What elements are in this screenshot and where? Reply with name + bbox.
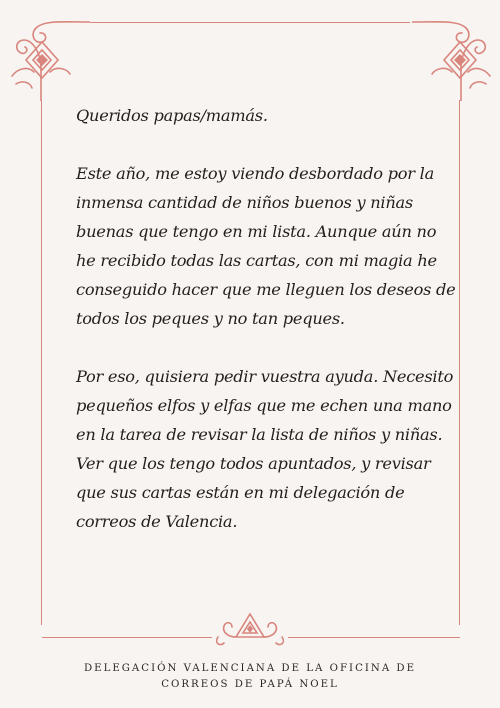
letter-line: buenas que tengo en mi lista. Aunque aún no: [76, 222, 437, 241]
footer-line-2: CORREOS DE PAPÁ NOEL: [161, 679, 339, 690]
frame-bottom-line-left: [42, 637, 212, 638]
letter-line: Por eso, quisiera pedir vuestra ayuda. Necesito: [76, 367, 454, 386]
corner-ornament-icon: [412, 6, 498, 101]
letter-line: pequeños elfos y elfas que me echen una mano: [76, 396, 452, 415]
letter-line: que sus cartas están en mi delegación de: [76, 483, 405, 502]
letter-line: he recibido todas las cartas, con mi magia he: [76, 251, 437, 270]
frame-top-line: [90, 22, 410, 23]
frame-bottom-line-right: [288, 637, 460, 638]
letter-line: inmensa cantidad de niños buenos y niñas: [76, 193, 413, 212]
letter-line: en la tarea de revisar la lista de niños y niñas.: [76, 425, 443, 444]
corner-ornament-icon: [4, 6, 90, 101]
letter-greeting: Queridos papas/mamás.: [76, 106, 268, 125]
letter-body: [76, 101, 456, 536]
bottom-center-ornament-icon: [212, 610, 288, 650]
frame-right-line: [459, 100, 460, 625]
letter-line: todos los peques y no tan peques.: [76, 309, 345, 328]
footer: [0, 661, 500, 693]
letter-line: Ver que los tengo todos apuntados, y revisar: [76, 454, 431, 473]
letter-line: Este año, me estoy viendo desbordado por la: [76, 164, 434, 183]
letter-line: conseguido hacer que me lleguen los deseos de: [76, 280, 456, 299]
frame-left-line: [41, 100, 42, 625]
footer-line-1: DELEGACIÓN VALENCIANA DE LA OFICINA DE: [83, 663, 417, 674]
letter-line: correos de Valencia.: [76, 512, 238, 531]
